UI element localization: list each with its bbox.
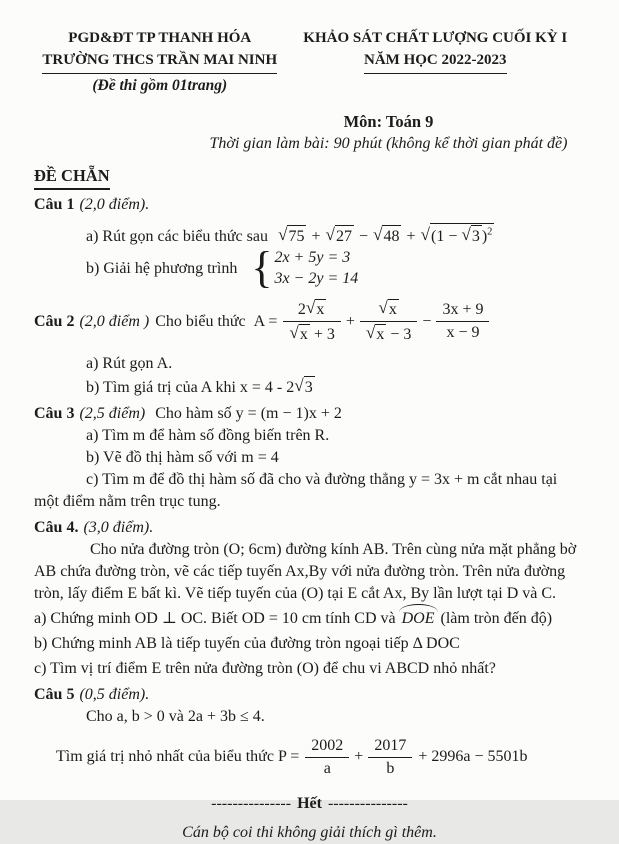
numerator [360,298,418,322]
school-name: TRƯỜNG THCS TRẦN MAI NINH [42,50,277,74]
proctor-note: Cán bộ coi thi không giải thích gì thêm. [182,824,437,842]
numerator: 2017 [368,736,412,758]
q3-label: Câu 3 [34,405,75,423]
operator: − [358,228,368,246]
radicand: x [316,300,325,318]
q3-intro: Cho hàm số y = (m − 1)x + 2 [155,405,342,423]
q4-points: (3,0 điểm). [83,519,154,536]
q4-statement: Cho nửa đường tròn (O; 6cm) đường kính AB. Trên cùng nửa mặt phẳng bờ AB chứa đường tròn, vẽ các tiếp tuyến Ax,By với nửa đường tròn. Trên nửa đường tròn, lấy điểm E bất kì. Vẽ tiếp tuyến của (O) tại E cắt Ax, By lần lượt tại D và C. [34,540,577,602]
sqrt-term [306,298,326,320]
radical-icon: √ [378,297,388,317]
radicand [430,223,494,248]
q1-label: Câu 1 [34,195,75,213]
radical-icon: √ [461,225,471,245]
operator: + [354,748,364,766]
subject-line: Môn: Toán 9 [343,111,434,131]
coefficient: 2 [297,300,306,318]
q1a-text: a) Rút gọn các biểu thức sau [86,228,268,246]
radical-icon: √ [420,225,430,245]
radical-icon: √ [294,376,304,396]
equation-1: 2x + 5y = 3 [274,249,351,267]
radical-icon: √ [365,322,376,342]
q4a-post: (làm tròn đến độ) [436,609,553,627]
denominator [360,322,418,345]
denominator: a [323,759,331,777]
system-brace: { [251,243,273,293]
q4-part-b: b) Chứng minh AB là tiếp tuyến của đường tròn ngoại tiếp Δ DOC [34,634,460,652]
q2b-text: b) Tìm giá trị của A khi x = 4 - 2 [86,379,295,397]
sqrt-term-nested [421,223,495,248]
radical-icon: √ [372,225,383,245]
q2-label: Câu 2 [34,312,75,330]
exam-title-block [286,28,585,97]
q5-p-line [56,736,585,779]
q1-heading [34,194,585,216]
school-name-line [34,50,286,74]
end-label: Hết [297,794,322,812]
q4-label: Câu 4. [34,519,79,536]
sqrt-term [289,323,309,345]
q4-heading [34,517,585,539]
denominator [283,322,341,345]
school-year: NĂM HỌC 2022-2023 [364,50,507,74]
q5-label: Câu 5 [34,686,75,704]
q1-part-b [86,243,585,293]
fraction [283,298,341,345]
fraction [368,736,412,779]
q4-part-a [34,608,585,630]
q5-points: (0,5 điểm). [79,686,150,704]
q3-part-b: b) Vẽ đồ thị hàm số với m = 4 [86,448,279,466]
q2-part-b [86,375,585,399]
q2-heading [34,298,585,345]
header [34,28,585,97]
radical-icon: √ [277,225,288,245]
den-rest: − 3 [390,325,412,343]
q4a-pre: a) Chứng minh OD ⊥ OC. Biết OD = 10 cm tính CD và [34,609,400,627]
q3-part-c: c) Tìm m để đồ thị hàm số đã cho và đường thẳng y = 3x + m cắt nhau tại một điểm nằm trên trục tung. [34,470,558,510]
exponent: 2 [487,226,493,238]
sqrt-term [461,224,481,248]
sqrt-term [325,224,353,248]
radicand: x [388,300,397,318]
q5-given: Cho a, b > 0 và 2a + 3b ≤ 4. [86,707,265,725]
school-year-line [286,50,585,74]
exam-code: ĐỀ CHẴN [34,165,110,189]
equation-2: 3x − 2y = 14 [274,270,359,288]
duration-line: Thời gian làm bài: 90 phút (không kể thời gian phát đề) [209,135,568,153]
sqrt-term [294,375,314,399]
sqrt-term [373,224,401,248]
fraction [305,736,349,779]
sqrt-term [378,298,398,320]
q2-points: (2,0 điểm ) [79,312,150,330]
q3-points: (2,5 điểm) [79,405,146,423]
exam-title: KHẢO SÁT CHẤT LƯỢNG CUỐI KỲ I [303,30,568,46]
subject-block [192,111,585,156]
sqrt-term [278,224,306,248]
fraction [360,298,418,345]
fraction [436,300,489,343]
radical-icon: √ [305,297,316,317]
q5-heading [34,684,585,706]
radicand: 27 [335,225,354,248]
denominator: x − 9 [446,323,480,341]
numerator [283,298,341,322]
dashes-left: --------------- [211,794,292,812]
radicand: 48 [382,225,401,248]
q4-part-c: c) Tìm vị trí điểm E trên nửa đường tròn (O) để chu vi ABCD nhỏ nhất? [34,659,496,677]
numerator: 2002 [305,736,349,758]
operator: − [422,312,432,330]
inner-post: ) [481,228,488,246]
q3-heading [34,403,585,425]
q2-part-a: a) Rút gọn A. [86,354,173,372]
q1-points: (2,0 điểm). [79,195,150,213]
exam-code-line [34,165,585,189]
dashes-right: --------------- [327,794,408,812]
radical-icon: √ [289,322,299,342]
q5-tail: + 2996a − 5501b [418,748,528,766]
page-count-note: (Đề thi gồm 01trang) [92,76,228,94]
formula-lhs: A = [253,312,278,330]
radical-icon: √ [325,225,335,245]
org-name: PGD&ĐT TP THANH HÓA [68,30,252,46]
radicand: x [376,325,385,343]
sqrt-term [366,323,386,345]
equation-system [274,248,358,290]
radicand: 3 [471,225,482,248]
operator: + [406,228,416,246]
angle-doe: DOE [400,608,437,630]
q3-part-a: a) Tìm m để hàm số đồng biến trên R. [86,426,330,444]
issuing-org-block [34,28,286,97]
end-line [34,793,585,815]
operator: + [311,228,321,246]
denominator: b [386,759,395,777]
den-rest: + 3 [313,325,335,343]
q1-part-a [86,223,585,248]
radicand: x [299,325,308,343]
q2-intro: Cho biểu thức [155,312,246,330]
radicand: 75 [287,225,306,248]
radicand: 3 [304,376,315,399]
q5-p-text: Tìm giá trị nhỏ nhất của biểu thức P = [56,748,300,766]
numerator: 3x + 9 [436,300,489,322]
operator: + [345,312,355,330]
inner-pre: (1 − [430,228,462,246]
q1b-text: b) Giải hệ phương trình [86,260,238,278]
